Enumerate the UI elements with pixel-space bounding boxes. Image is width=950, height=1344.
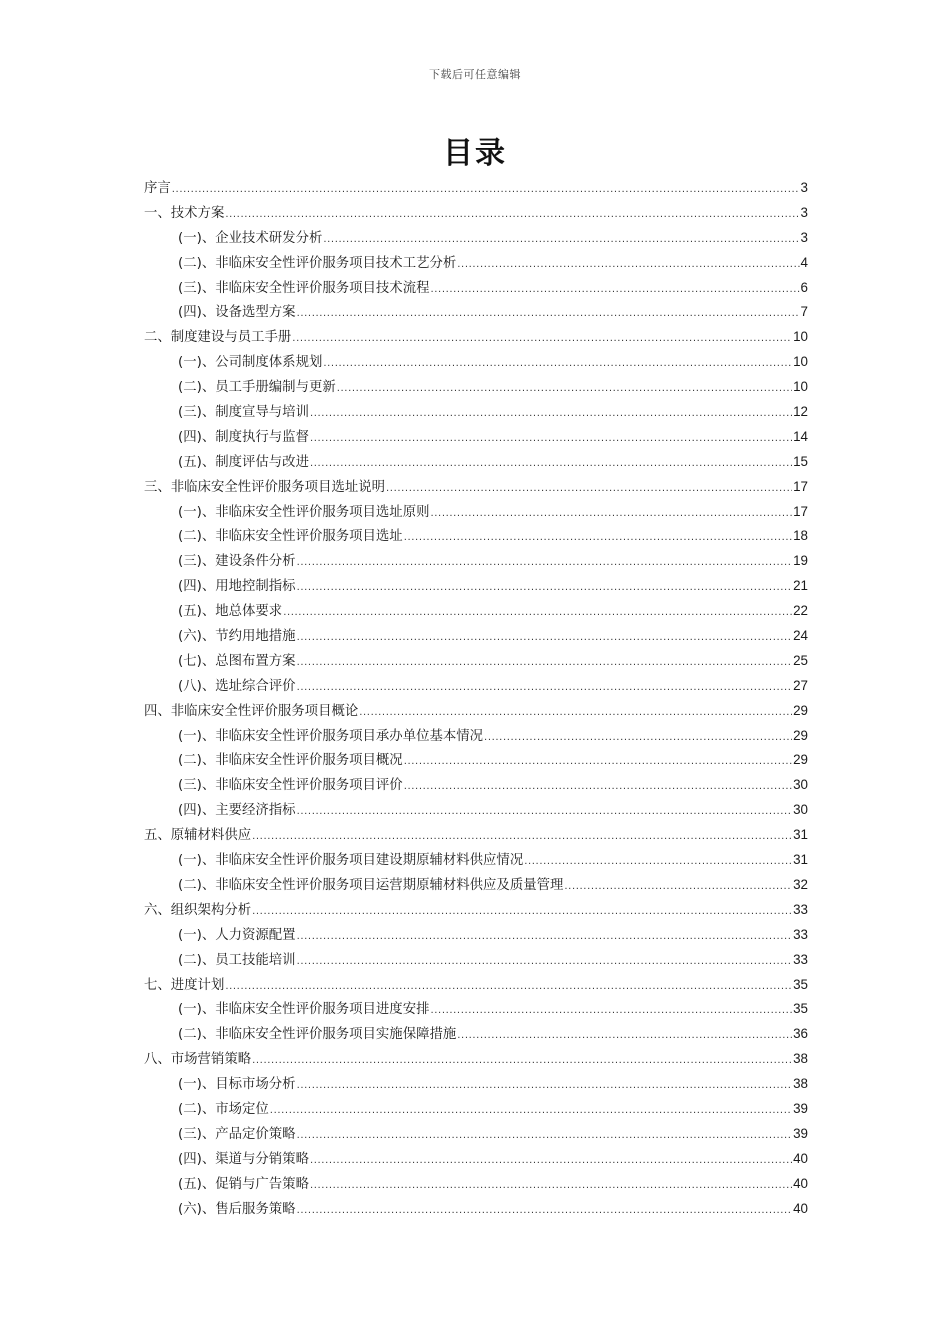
toc-entry-page-number: 29 (793, 702, 808, 718)
toc-entry-label: (二)、非临床安全性评价服务项目运营期原辅材料供应及质量管理 (178, 877, 564, 893)
toc-dot-leader (297, 950, 793, 975)
toc-dot-leader (457, 253, 799, 278)
toc-dot-leader (252, 1049, 792, 1074)
toc-dot-leader (484, 726, 792, 751)
toc-entry[interactable] (144, 251, 808, 276)
toc-entry-page-number: 35 (793, 1001, 808, 1017)
toc-entry-label: (六)、节约用地措施 (178, 629, 296, 645)
toc-entry-page-number: 14 (793, 428, 808, 444)
toc-entry-page-number: 19 (793, 553, 808, 569)
toc-entry-page-number: 3 (800, 229, 808, 245)
toc-dot-leader (225, 203, 799, 228)
page-title: 目录 (443, 136, 507, 171)
toc-entry[interactable] (144, 599, 808, 624)
toc-dot-leader (172, 178, 800, 203)
toc-entry-label: (二)、员工技能培训 (178, 952, 296, 968)
toc-dot-leader (297, 626, 793, 651)
header-note: 下载后可任意编辑 (429, 68, 521, 81)
toc-dot-leader (430, 278, 799, 303)
toc-dot-leader (310, 427, 792, 452)
toc-entry-page-number: 30 (793, 777, 808, 793)
toc-entry[interactable] (144, 1047, 808, 1072)
toc-entry-label: (六)、售后服务策略 (178, 1201, 296, 1217)
toc-entry[interactable] (144, 524, 808, 549)
toc-entry-label: (八)、选址综合评价 (178, 678, 296, 694)
toc-entry-page-number: 36 (793, 1026, 808, 1042)
toc-entry[interactable] (144, 748, 808, 773)
toc-dot-leader (297, 925, 793, 950)
toc-dot-leader (404, 526, 792, 551)
toc-entry[interactable] (144, 226, 808, 251)
toc-entry-label: 八、市场营销策略 (144, 1052, 252, 1068)
toc-entry[interactable] (144, 500, 808, 525)
toc-dot-leader (386, 477, 792, 502)
toc-entry-label: (一)、非临床安全性评价服务项目建设期原辅材料供应情况 (178, 853, 524, 869)
toc-entry-page-number: 39 (793, 1125, 808, 1141)
toc-entry[interactable] (144, 1072, 808, 1097)
toc-entry-label: (三)、非临床安全性评价服务项目评价 (178, 778, 403, 794)
toc-dot-leader (292, 327, 792, 352)
toc-entry[interactable] (144, 674, 808, 699)
toc-dot-leader (270, 1099, 792, 1124)
toc-entry-page-number: 27 (793, 677, 808, 693)
toc-entry-label: (五)、地总体要求 (178, 604, 283, 620)
toc-entry[interactable] (144, 798, 808, 823)
toc-entry[interactable] (144, 649, 808, 674)
toc-dot-leader (283, 601, 792, 626)
toc-entry[interactable] (144, 350, 808, 375)
toc-dot-leader (297, 551, 793, 576)
toc-entry-page-number: 10 (793, 329, 808, 345)
toc-entry-page-number: 6 (800, 279, 808, 295)
toc-entry[interactable] (144, 475, 808, 500)
toc-entry-label: (七)、总图布置方案 (178, 653, 296, 669)
toc-entry-label: (三)、产品定价策略 (178, 1126, 296, 1142)
toc-entry-label: (一)、非临床安全性评价服务项目选址原则 (178, 504, 430, 520)
toc-dot-leader (297, 651, 793, 676)
toc-entry-label: (二)、非临床安全性评价服务项目实施保障措施 (178, 1027, 457, 1043)
toc-dot-leader (252, 900, 792, 925)
toc-entry-page-number: 31 (793, 827, 808, 843)
toc-entry[interactable] (144, 375, 808, 400)
toc-dot-leader (337, 377, 792, 402)
toc-entry-label: 四、非临床安全性评价服务项目概论 (144, 703, 359, 719)
toc-entry-label: 七、进度计划 (144, 977, 225, 993)
toc-entry[interactable] (144, 300, 808, 325)
toc-entry-page-number: 33 (793, 901, 808, 917)
toc-entry-label: (三)、非临床安全性评价服务项目技术流程 (178, 280, 430, 296)
toc-entry-page-number: 40 (793, 1175, 808, 1191)
toc-dot-leader (430, 999, 792, 1024)
toc-entry[interactable] (144, 773, 808, 798)
toc-entry-label: 二、制度建设与员工手册 (144, 330, 292, 346)
toc-dot-leader (297, 576, 793, 601)
toc-entry-page-number: 40 (793, 1150, 808, 1166)
toc-entry[interactable] (144, 923, 808, 948)
toc-entry[interactable] (144, 848, 808, 873)
toc-entry-label: 三、非临床安全性评价服务项目选址说明 (144, 479, 386, 495)
toc-entry[interactable] (144, 425, 808, 450)
toc-dot-leader (310, 1174, 792, 1199)
toc-entry[interactable] (144, 176, 808, 201)
toc-entry-label: (一)、人力资源配置 (178, 927, 296, 943)
toc-entry[interactable] (144, 1122, 808, 1147)
toc-entry[interactable] (144, 1172, 808, 1197)
table-of-contents (144, 176, 808, 1221)
toc-dot-leader (297, 1074, 793, 1099)
toc-entry[interactable] (144, 699, 808, 724)
toc-entry[interactable] (144, 724, 808, 749)
toc-entry-page-number: 33 (793, 926, 808, 942)
toc-entry-label: (四)、设备选型方案 (178, 305, 296, 321)
toc-entry[interactable] (144, 400, 808, 425)
toc-dot-leader (310, 452, 792, 477)
toc-entry-page-number: 21 (793, 578, 808, 594)
toc-entry-label: (三)、建设条件分析 (178, 554, 296, 570)
toc-entry-page-number: 3 (800, 204, 808, 220)
toc-dot-leader (323, 228, 799, 253)
toc-entry-page-number: 10 (793, 354, 808, 370)
toc-entry-label: (二)、非临床安全性评价服务项目技术工艺分析 (178, 255, 457, 271)
toc-entry-page-number: 17 (793, 503, 808, 519)
toc-entry-label: (二)、非临床安全性评价服务项目概况 (178, 753, 403, 769)
toc-entry[interactable] (144, 624, 808, 649)
toc-entry-label: (四)、主要经济指标 (178, 803, 296, 819)
toc-dot-leader (297, 302, 800, 327)
toc-entry-label: (四)、渠道与分销策略 (178, 1151, 309, 1167)
toc-entry-page-number: 10 (793, 379, 808, 395)
toc-entry-page-number: 30 (793, 802, 808, 818)
toc-entry[interactable] (144, 549, 808, 574)
toc-dot-leader (297, 1124, 793, 1149)
toc-entry-label: 序言 (144, 181, 171, 196)
toc-entry-page-number: 4 (800, 254, 808, 270)
toc-entry[interactable] (144, 1197, 808, 1222)
toc-entry-label: (二)、员工手册编制与更新 (178, 380, 336, 396)
toc-dot-leader (310, 1149, 792, 1174)
toc-entry-page-number: 25 (793, 652, 808, 668)
toc-entry-page-number: 7 (800, 304, 808, 320)
toc-dot-leader (359, 701, 792, 726)
toc-entry[interactable] (144, 276, 808, 301)
toc-entry[interactable] (144, 574, 808, 599)
toc-entry-label: 五、原辅材料供应 (144, 828, 252, 844)
toc-entry[interactable] (144, 325, 808, 350)
toc-entry-page-number: 39 (793, 1100, 808, 1116)
toc-entry-label: (二)、市场定位 (178, 1101, 269, 1117)
toc-entry-page-number: 12 (793, 404, 808, 420)
toc-entry-label: (五)、促销与广告策略 (178, 1176, 309, 1192)
toc-entry-page-number: 32 (793, 876, 808, 892)
toc-entry-page-number: 40 (793, 1200, 808, 1216)
toc-entry[interactable] (144, 1022, 808, 1047)
toc-entry[interactable] (144, 898, 808, 923)
toc-entry-label: (一)、公司制度体系规划 (178, 355, 323, 371)
toc-entry[interactable] (144, 450, 808, 475)
toc-entry-page-number: 24 (793, 628, 808, 644)
toc-dot-leader (225, 975, 792, 1000)
toc-dot-leader (297, 676, 793, 701)
toc-entry-page-number: 35 (793, 976, 808, 992)
toc-dot-leader (310, 402, 792, 427)
toc-entry-page-number: 22 (793, 603, 808, 619)
toc-entry-label: (一)、企业技术研发分析 (178, 230, 323, 246)
toc-entry-label: (四)、用地控制指标 (178, 579, 296, 595)
toc-entry-page-number: 17 (793, 478, 808, 494)
toc-entry-page-number: 38 (793, 1076, 808, 1092)
toc-entry[interactable] (144, 1097, 808, 1122)
toc-entry-label: (一)、目标市场分析 (178, 1077, 296, 1093)
toc-entry-page-number: 33 (793, 951, 808, 967)
toc-entry-page-number: 18 (793, 528, 808, 544)
toc-dot-leader (323, 352, 792, 377)
toc-dot-leader (430, 502, 792, 527)
toc-entry-page-number: 31 (793, 852, 808, 868)
toc-entry[interactable] (144, 823, 808, 848)
toc-entry[interactable] (144, 873, 808, 898)
toc-entry-label: (五)、制度评估与改进 (178, 454, 309, 470)
toc-entry-label: 一、技术方案 (144, 205, 225, 221)
toc-dot-leader (457, 1024, 792, 1049)
toc-entry[interactable] (144, 973, 808, 998)
toc-entry-page-number: 38 (793, 1051, 808, 1067)
toc-entry-page-number: 15 (793, 453, 808, 469)
toc-dot-leader (564, 875, 792, 900)
toc-dot-leader (252, 825, 792, 850)
toc-entry[interactable] (144, 997, 808, 1022)
toc-entry-page-number: 29 (793, 727, 808, 743)
toc-entry-label: (三)、制度宣导与培训 (178, 405, 309, 421)
toc-entry-label: (一)、非临床安全性评价服务项目进度安排 (178, 1002, 430, 1018)
toc-entry[interactable] (144, 948, 808, 973)
toc-entry-page-number: 29 (793, 752, 808, 768)
toc-entry-label: (四)、制度执行与监督 (178, 429, 309, 445)
toc-entry-page-number: 3 (800, 180, 808, 195)
toc-dot-leader (404, 750, 792, 775)
toc-dot-leader (297, 800, 793, 825)
toc-entry-label: 六、组织架构分析 (144, 902, 252, 918)
toc-entry[interactable] (144, 201, 808, 226)
toc-entry-label: (一)、非临床安全性评价服务项目承办单位基本情况 (178, 728, 484, 744)
toc-entry-label: (二)、非临床安全性评价服务项目选址 (178, 529, 403, 545)
toc-dot-leader (297, 1199, 793, 1224)
toc-entry[interactable] (144, 1147, 808, 1172)
toc-dot-leader (524, 850, 792, 875)
toc-dot-leader (404, 775, 792, 800)
